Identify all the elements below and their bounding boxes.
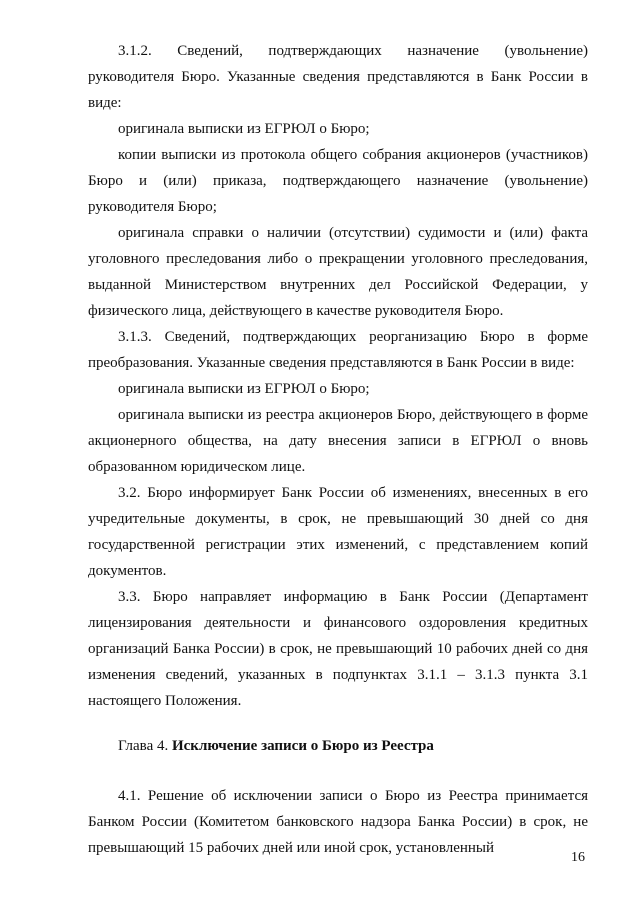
paragraph-4-1: 4.1. Решение об исключении записи о Бюро из Реестра принимается Банком России (Комитетом банковского надзора Банка России) в срок, не превышающий 15 рабочих дней или иной срок, установленный xyxy=(88,788,588,856)
list-item-shareholder-register: оригинала выписки из реестра акционеров Бюро, действующего в форме акционерного общества, на дату внесения записи в ЕГРЮЛ о вновь образованном юридическом лице. xyxy=(88,407,588,475)
page-number: 16 xyxy=(571,850,585,865)
paragraph-3-1-3: 3.1.3. Сведений, подтверждающих реорганизацию Бюро в форме преобразования. Указанные сведения представляются в Банк России в виде: xyxy=(88,329,588,371)
chapter-heading xyxy=(118,733,588,759)
chapter-prefix: Глава 4. xyxy=(118,738,169,754)
paragraph-3-1-2: 3.1.2. Сведений, подтверждающих назначение (увольнение) руководителя Бюро. Указанные сведения представляются в Банк России в виде: xyxy=(88,43,588,111)
list-item-protocol-copy: копии выписки из протокола общего собрания акционеров (участников) Бюро и (или) приказа, подтверждающего назначение (увольнение) руководителя Бюро; xyxy=(88,147,588,215)
paragraph-3-3: 3.3. Бюро направляет информацию в Банк России (Департамент лицензирования деятельности и финансового оздоровления кредитных организаций Банка России) в срок, не превышающий 10 рабочих дней со дня изменения сведений, указанных в подпунктах 3.1.1 – 3.1.3 пункта 3.1 настоящего Положения. xyxy=(88,589,588,709)
paragraph-3-2: 3.2. Бюро информирует Банк России об изменениях, внесенных в его учредительные документы, в срок, не превышающий 30 дней со дня государственной регистрации этих изменений, с представлением копий документов. xyxy=(88,485,588,579)
list-item-egrul-extract-2: оригинала выписки из ЕГРЮЛ о Бюро; xyxy=(118,381,370,397)
list-item-criminal-record-certificate: оригинала справки о наличии (отсутствии) судимости и (или) факта уголовного преследования либо о прекращении уголовного преследования, выданной Министерством внутренних дел Российской Федерации, у физического лица, действующего в качестве руководителя Бюро. xyxy=(88,225,588,319)
chapter-title: Исключение записи о Бюро из Реестра xyxy=(171,738,434,754)
list-item-egrul-extract: оригинала выписки из ЕГРЮЛ о Бюро; xyxy=(118,121,370,137)
